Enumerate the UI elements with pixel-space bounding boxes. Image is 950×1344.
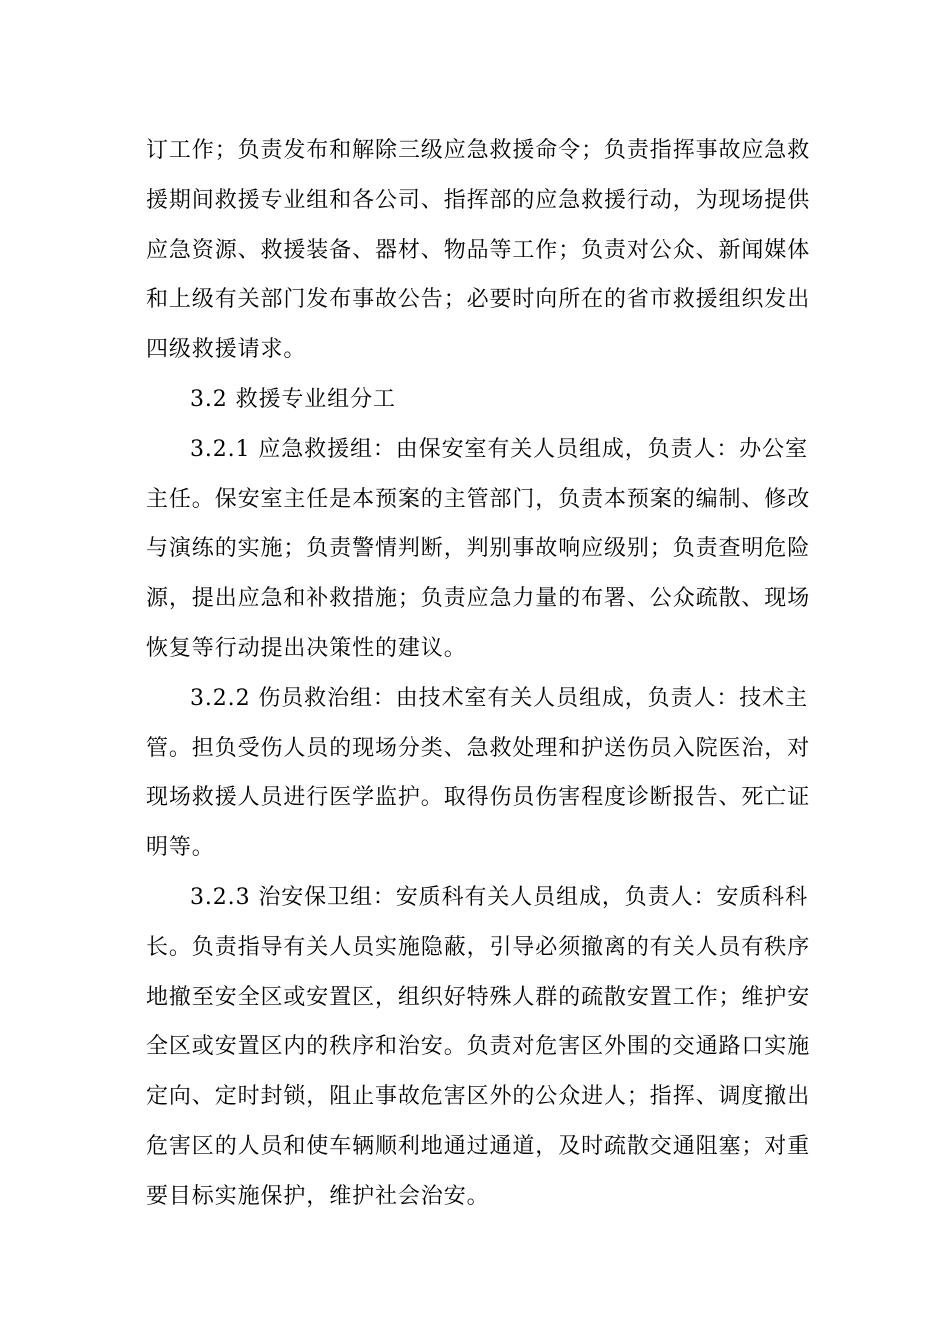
text-line: 管。担负受伤人员的现场分类、急救处理和护送伤员入院医治，对 [146,735,811,761]
text-line: 明等。 [146,835,215,861]
document-body [146,126,816,1222]
text-line: 3.2.1 应急救援组：由保安室有关人员组成，负责人：办公室 [190,436,808,462]
text-line: 要目标实施保护，维护社会治安。 [146,1183,490,1209]
text-line: 四级救援请求。 [146,337,307,363]
text-line: 援期间救援专业组和各公司、指挥部的应急救援行动，为现场提供 [146,187,811,213]
text-line: 源，提出应急和补救措施；负责应急力量的布署、公众疏散、现场 [146,586,811,612]
text-line: 定向、定时封锁，阻止事故危害区外的公众进人；指挥、调度撤出 [146,1084,811,1110]
text-line: 地撤至安全区或安置区，组织好特殊人群的疏散安置工作；维护安 [146,984,811,1010]
text-line: 长。负责指导有关人员实施隐蔽，引导必须撤离的有关人员有秩序 [146,934,811,960]
text-line: 3.2.2 伤员救治组：由技术室有关人员组成，负责人：技术主 [190,685,808,711]
text-line: 现场救援人员进行医学监护。取得伤员伤害程度诊断报告、死亡证 [146,785,811,811]
text-line: 和上级有关部门发布事故公告；必要时向所在的省市救援组织发出 [146,287,811,313]
text-line: 危害区的人员和使车辆顺利地通过通道，及时疏散交通阻塞；对重 [146,1133,811,1159]
text-line: 应急资源、救援装备、器材、物品等工作；负责对公众、新闻媒体 [146,237,811,263]
text-line: 3.2.3 治安保卫组：安质科有关人员组成，负责人：安质科科 [190,884,808,910]
text-line: 订工作；负责发布和解除三级应急救援命令；负责指挥事故应急救 [146,138,811,163]
text-line: 与演练的实施；负责警情判断，判别事故响应级别；负责查明危险 [146,536,811,562]
text-line: 恢复等行动提出决策性的建议。 [146,635,467,661]
text-line: 全区或安置区内的秩序和治安。负责对危害区外围的交通路口实施 [146,1034,811,1060]
text-line: 主任。保安室主任是本预案的主管部门，负责本预案的编制、修改 [146,486,811,512]
text-line: 3.2 救援专业组分工 [190,386,396,412]
